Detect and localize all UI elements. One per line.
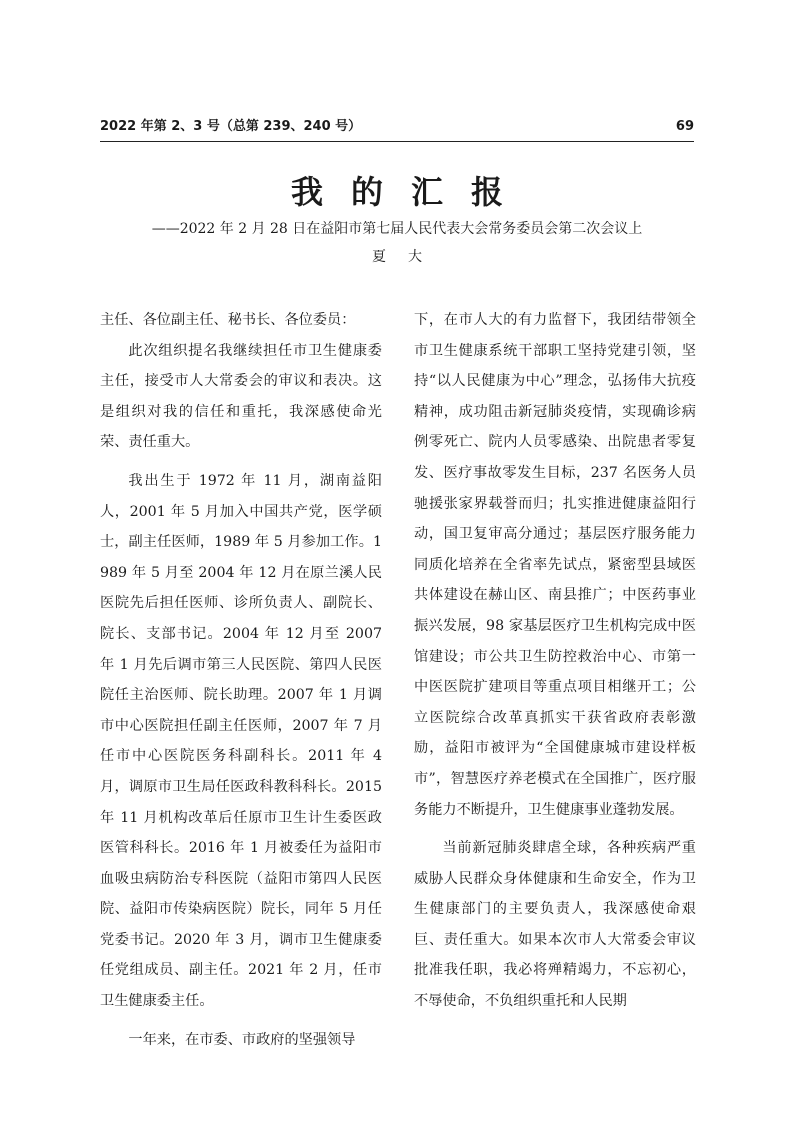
body-paragraph: 下，在市人大的有力监督下，我团结带领全市卫生健康系统干部职工坚持党建引领，坚持“以人民健康为中心”理念，弘扬伟大抗疫精神，成功阻击新冠肺炎疫情，实现确诊病例零死亡、院内人员零感染、出院患者零复发、医疗事故零发生目标，237 名医务人员驰援张家界载誉而归；扎实推进健康益阳行动，国卫复审高分通过；基层医疗服务能力同质化培养在全省率先试点，紧密型县域医共体建设在赫山区、南县推广；中医药事业振兴发展，98 家基层医疗卫生机构完成中医馆建设；市公共卫生防控救治中心、市第一中医医院扩建项目等重点项目相继开工；公立医院综合改革真抓实干获省政府表彰激励，益阳市被评为“全国健康城市建设样板市”，智慧医疗养老模式在全国推广，医疗服务能力不断提升，卫生健康事业蓬勃发展。 — [414, 312, 696, 818]
issue-label: 2022 年第 2、3 号（总第 239、240 号） — [100, 119, 362, 134]
body-paragraph: 我出生于 1972 年 11 月，湖南益阳人，2001 年 5 月加入中国共产党，医学硕士，副主任医师，1989 年 5 月参加工作。1989 年 5 月至 2004 年 12 月在原兰溪人民医院先后担任医师、诊所负责人、副院长、院长、支部书记。2004 年 12 月至 2007 年 1 月先后调市第三人民医院、第四人民医院任主治医师、院长助理。2007 年 1 月调市中心医院担任副主任医师，2007 年 7 月任市中心医院医务科副科长。2011 年 4 月，调原市卫生局任医政科教科科长。2015 年 11 月机构改革后任原市卫生计生委医政医管科科长。2016 年 1 月被委任为益阳市血吸虫病防治专科医院（益阳市第四人民医院、益阳市传染病医院）院长，同年 5 月任党委书记。2020 年 3 月，调市卫生健康委任党组成员、副主任。2021 年 2 月，任市卫生健康委主任。 — [100, 472, 382, 1010]
body-paragraph: 此次组织提名我继续担任市卫生健康委主任，接受市人大常委会的审议和表决。这是组织对我的信任和重托，我深感使命光荣、责任重大。 — [100, 342, 382, 451]
body-column-left — [100, 305, 382, 1055]
running-header — [100, 118, 694, 136]
header-rule — [100, 141, 694, 142]
salutation-paragraph: 主任、各位副主任、秘书长、各位委员： — [100, 312, 356, 328]
body-paragraph: 一年来，在市委、市政府的坚强领导 — [128, 1031, 356, 1048]
body-paragraph: 当前新冠肺炎肆虐全球，各种疾病严重威胁人民群众身体健康和生命安全，作为卫生健康部门的主要负责人，我深感使命艰巨、责任重大。如果本次市人大常委会审议批准我任职，我必将殚精竭力，不忘初心，不辱使命，不负组织重托和人民期 — [414, 840, 696, 1010]
page-number: 69 — [675, 119, 694, 134]
article-subtitle: ——2022 年 2 月 28 日在益阳市第七届人民代表大会常务委员会第二次会议上 — [151, 221, 643, 237]
article-author: 夏大 — [372, 249, 444, 265]
article-title: 我的汇报 — [290, 173, 531, 211]
body-column-right — [414, 305, 696, 1017]
